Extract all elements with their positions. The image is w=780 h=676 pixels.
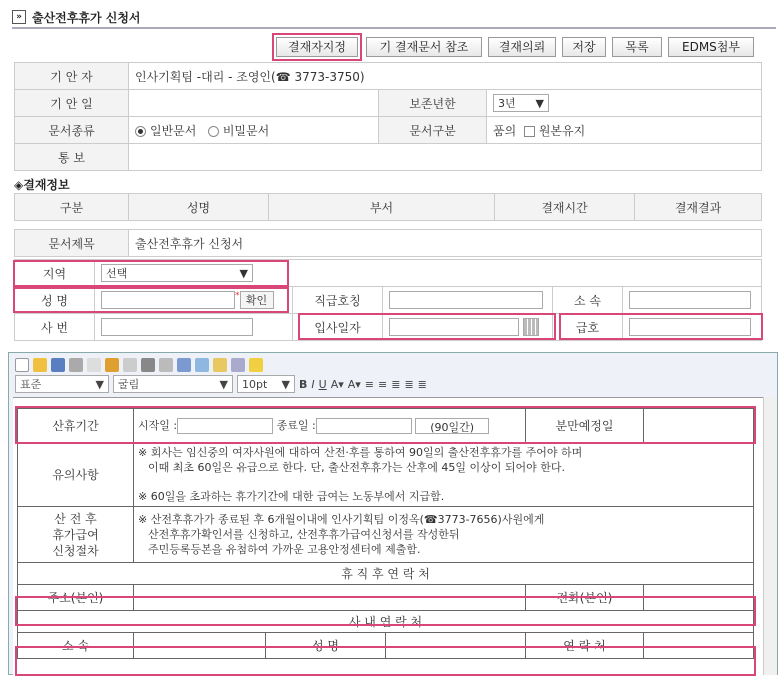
list-button[interactable]: 목록	[612, 37, 662, 57]
line-icon[interactable]	[159, 358, 173, 372]
approval-col-name: 성명	[129, 194, 269, 221]
underline-icon[interactable]: U	[318, 377, 327, 391]
region-select[interactable]: 선택 ▼	[101, 264, 253, 282]
notify-value[interactable]	[129, 144, 762, 171]
procedure-line-2: 산전후휴가확인서를 신청하고, 산전후휴가급여신청서를 작성한뒤	[148, 528, 460, 541]
approval-section-title: ◈결재정보	[14, 178, 70, 192]
notify-label: 통 보	[15, 144, 129, 171]
approval-col-time: 결재시간	[495, 194, 635, 221]
editor-document[interactable]	[13, 397, 765, 675]
notice-line-3: ※ 60일을 초과하는 휴가기간에 대한 급여는 노동부에서 지급함.	[138, 490, 445, 503]
address-value[interactable]	[134, 585, 526, 611]
italic-icon[interactable]: I	[311, 377, 315, 391]
internal-contact-value[interactable]	[644, 633, 754, 659]
title-divider	[12, 27, 776, 29]
approval-col-dept: 부서	[269, 194, 495, 221]
bullet-list-icon[interactable]: ≡	[364, 377, 375, 391]
procedure-line-1: ※ 산전후휴가가 종료된 후 6개월이내에 인사기획팀 이정옥(☎3773-7656)사원에게	[138, 513, 545, 526]
internal-contact-label: 연 락 처	[526, 633, 644, 659]
notice-label: 유의사항	[18, 443, 134, 507]
font-size-select[interactable]: 10pt ▼	[237, 375, 295, 393]
dropdown-arrow-icon: ▼	[535, 96, 544, 110]
font-select[interactable]: 굴림 ▼	[113, 375, 233, 393]
retention-label: 보존년한	[379, 90, 487, 117]
contact-after-leave-title: 휴 직 후 연 락 처	[18, 563, 754, 585]
internal-name-label: 성 명	[266, 633, 386, 659]
notice-line-1: ※ 회사는 임신중의 여자사원에 대하여 산전·후를 통하여 90일의 출산전후휴가를 주어야 하며	[138, 446, 583, 459]
retention-select[interactable]: 3년 ▼	[493, 94, 549, 112]
procedure-line-3: 주민등록등본을 유첨하여 가까운 고용안정센터에 제출함.	[148, 543, 421, 556]
leave-form-table: 산휴기간 시작일 : 종료일 : (90일간) 분만예정일 유의사항 ※ 회사는 임신중의 여자사원에 대하여 산전·후를 통하여 90일의 출산전후휴가를 주어야 하며 이때 최초 60일은 유급으로 한다. 단, 출산전후휴가는 산후에 45일 이상이 되어야 한다. ※ 60일을 초과하는 휴가기간에 대한 급여는 노동부에서 지급함. 산 전 후 휴가급여 신청절차 ※ 산전후휴가가 종료된 후 6개월이내에 인사기획팀 이정옥(☎3773-7656)사원에게 산전후휴가확인서를 신청하고, 산전후휴가급여신청서를 작성한뒤 주민등록등본을 유첨하여 가까운 고용안정센터에 제출함. 휴 직 후 연 락 처 주소(본인) 전화(본인) 사 내 연 락 처 소 속 성 명 연 락 처	[17, 408, 754, 659]
subject-table	[14, 229, 762, 257]
rich-text-editor	[8, 352, 778, 675]
editor-scrollbar[interactable]	[763, 397, 777, 675]
leave-period-label: 산휴기간	[18, 409, 134, 443]
confirm-button[interactable]: 확인	[240, 291, 274, 309]
hire-date-input[interactable]	[389, 318, 519, 336]
phone-value[interactable]	[644, 585, 754, 611]
subject-label: 문서제목	[15, 230, 129, 257]
doctype-label: 문서종류	[15, 117, 129, 144]
align-left-icon[interactable]: ≣	[391, 377, 401, 391]
name-input[interactable]	[101, 291, 235, 309]
editor-toolbar-row2	[9, 374, 777, 394]
bulb-icon[interactable]	[249, 358, 263, 372]
grade-label: 급호	[553, 314, 623, 341]
internal-dept-label: 소 속	[18, 633, 134, 659]
print-icon[interactable]	[69, 358, 83, 372]
approval-col-result: 결재결과	[635, 194, 762, 221]
save-disk-icon[interactable]	[51, 358, 65, 372]
draft-date-value	[129, 90, 379, 117]
table-icon[interactable]	[195, 358, 209, 372]
drafter-value: 인사기획팀 -대리 - 조영인(☎ 3773-3750)	[129, 63, 762, 90]
empno-label: 사 번	[15, 314, 95, 341]
region-label: 지역	[15, 260, 95, 287]
calendar-icon[interactable]	[523, 318, 539, 336]
employee-table: 지역 선택 ▼ 성 명 * 확인 직급호칭 소 속 사 번 입사일자 급호	[14, 259, 762, 341]
numbered-list-icon[interactable]: ≡	[378, 377, 388, 391]
edms-attach-button[interactable]: EDMS첨부	[668, 37, 754, 57]
undo-icon[interactable]	[105, 358, 119, 372]
radio-general-doc[interactable]	[135, 126, 146, 137]
notice-line-2: 이때 최초 60일은 유급으로 한다. 단, 출산전후휴가는 산후에 45일 이상이 되어야 한다.	[148, 461, 565, 474]
docclass-label: 문서구분	[379, 117, 487, 144]
bold-icon[interactable]: B	[299, 377, 308, 391]
internal-contact-title: 사 내 연 락 처	[18, 611, 754, 633]
save-button[interactable]: 저장	[562, 37, 606, 57]
page-header	[12, 8, 772, 26]
page-title: 출산전후휴가 신청서	[32, 10, 141, 25]
approval-col-type: 구분	[15, 194, 129, 221]
address-label: 주소(본인)	[18, 585, 134, 611]
assign-approver-button[interactable]: 결재자지정	[276, 37, 358, 57]
drafter-label: 기 안 자	[15, 63, 129, 90]
request-approval-button[interactable]: 결재의뢰	[488, 37, 556, 57]
rank-label: 직급호칭	[293, 287, 383, 314]
internal-name-value[interactable]	[386, 633, 526, 659]
end-date-input[interactable]	[316, 418, 412, 434]
name-label: 성 명	[15, 287, 95, 314]
open-folder-icon[interactable]	[33, 358, 47, 372]
dropdown-arrow-icon: ▼	[239, 266, 248, 280]
radio-secret-doc[interactable]	[208, 126, 219, 137]
keep-original-checkbox[interactable]	[524, 126, 535, 137]
find-icon[interactable]	[141, 358, 155, 372]
leave-days: (90일간)	[415, 418, 489, 434]
hire-date-label: 입사일자	[293, 314, 383, 341]
dept-label: 소 속	[553, 287, 623, 314]
double-chevron-icon: »	[12, 10, 26, 24]
editor-toolbar-row1	[9, 355, 777, 375]
start-date-input[interactable]	[177, 418, 273, 434]
rank-input[interactable]	[389, 291, 543, 309]
empno-input[interactable]	[101, 318, 253, 336]
due-date-value[interactable]	[644, 409, 754, 443]
due-date-label: 분만예정일	[526, 409, 644, 443]
cell-color-icon[interactable]	[213, 358, 227, 372]
highlight-icon[interactable]: A▾	[347, 377, 361, 391]
procedure-label: 산 전 후 휴가급여 신청절차	[18, 507, 134, 563]
grade-input[interactable]	[629, 318, 751, 336]
style-select[interactable]: 표준 ▼	[15, 375, 109, 393]
phone-label: 전화(본인)	[526, 585, 644, 611]
dept-input[interactable]	[629, 291, 751, 309]
redo-icon[interactable]	[123, 358, 137, 372]
border-icon[interactable]	[231, 358, 245, 372]
approval-table	[14, 193, 762, 221]
reference-docs-button[interactable]: 기 결재문서 참조	[366, 37, 482, 57]
align-center-icon[interactable]: ≣	[404, 377, 414, 391]
internal-dept-value[interactable]	[134, 633, 266, 659]
draft-date-label: 기 안 일	[15, 90, 129, 117]
text-color-icon[interactable]: A▾	[330, 377, 344, 391]
doc-info-table: 기 안 자 인사기획팀 -대리 - 조영인(☎ 3773-3750) 기 안 일 보존년한 3년 ▼ 문서종류 일반문서 비밀문서 문서구분 품의 원본유지 통 보	[14, 62, 762, 171]
preview-icon[interactable]	[87, 358, 101, 372]
align-right-icon[interactable]: ≣	[417, 377, 427, 391]
subject-value: 출산전후휴가 신청서	[129, 230, 762, 257]
new-doc-icon[interactable]	[15, 358, 29, 372]
image-icon[interactable]	[177, 358, 191, 372]
